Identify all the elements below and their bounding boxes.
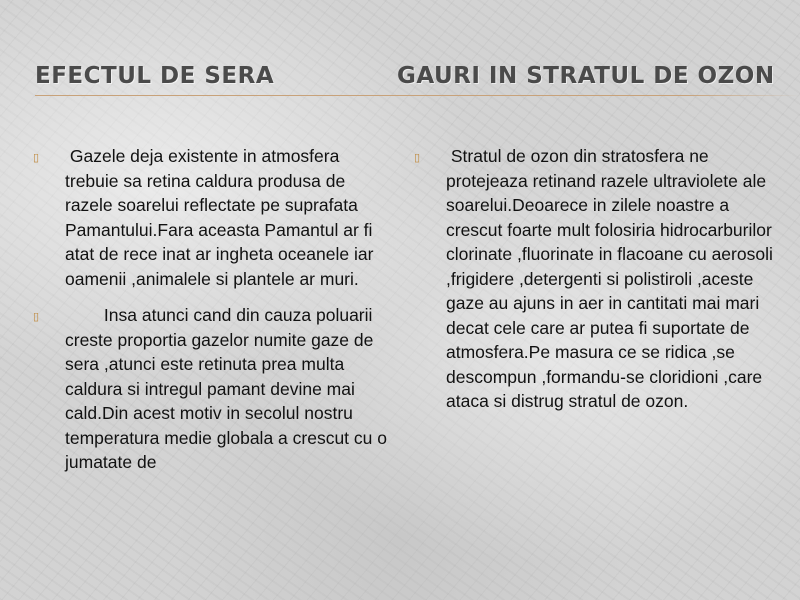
heading-efectul-de-sera: EFECTUL DE SERA [35,63,275,89]
title-divider [35,95,800,96]
right-column [414,144,786,426]
bullet-text: Stratul de ozon din stratosfera ne protejeaza retinand razele ultraviolete ale soarelui.Deoarece in zilele noastre a crescut foarte mult folosiria hidrocarburilor clorinate ,fluorinate in flacoane cu aerosoli ,frigidere ,detergenti si polistiroli ,aceste gaze au ajuns in aer in cantitati mai mari decat cele care ar putea fi suportate de atmosfera.Pe masura ce se ridica ,se descompun ,formandu-se cloridioni ,care ataca si distrug stratul de ozon. [446,146,778,411]
heading-gauri-ozon: GAURI IN STRATUL DE OZON [397,63,775,89]
bullet-icon: ▯ [33,311,40,323]
bullet-text: Insa atunci cand din cauza poluarii creste proportia gazelor numite gaze de sera ,atunci este retinuta prea multa caldura si intregul pamant devine mai cald.Din acest motiv in secolul nostru temperatura medie globala a crescut cu o jumatate de [65,305,392,472]
list-item [33,303,392,475]
bullet-text: Gazele deja existente in atmosfera trebuie sa retina caldura produsa de razele soarelui reflectate pe suprafata Pamantului.Fara aceasta Pamantul ar fi atat de rece inat ar ingheta oceanele iar oamenii ,animalele si plantele ar muri. [65,146,379,289]
list-item [414,144,786,414]
left-column [33,144,392,487]
list-item [33,144,388,291]
bullet-icon: ▯ [33,152,40,164]
bullet-icon: ▯ [414,152,421,164]
